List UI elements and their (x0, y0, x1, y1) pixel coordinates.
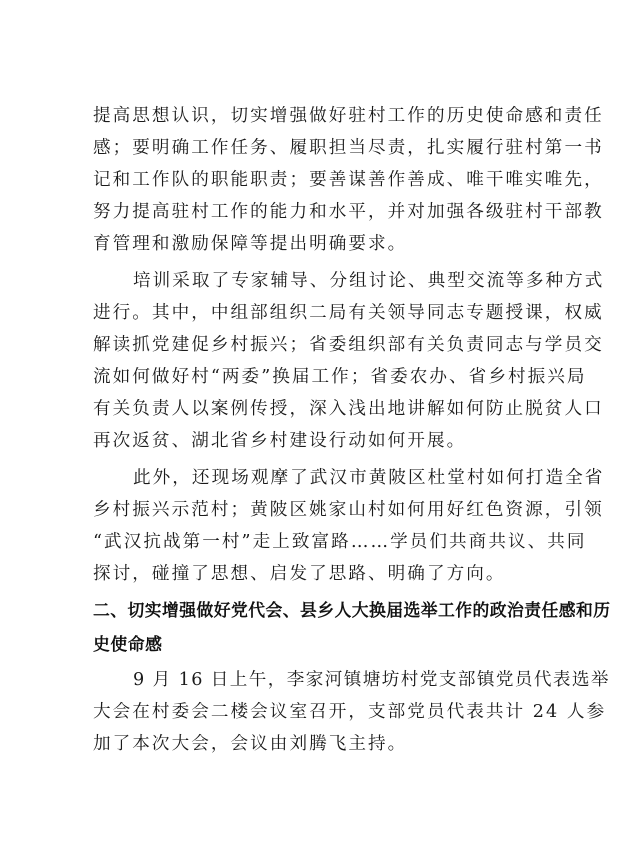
section-heading-line-1: 二、切实增强做好党代会、县乡人大换届选举工作的政治责任感和历 (93, 600, 611, 620)
paragraph-1-line-1: 提高思想认识，切实增强做好驻村工作的历史使命感和责任 (93, 106, 604, 126)
paragraph-3-line-3: “武汉抗战第一村”走上致富路……学员们共商共议、共同 (93, 532, 587, 552)
section-heading-line-2: 史使命感 (93, 634, 163, 654)
paragraph-2-line-4: 流如何做好村“两委”换届工作；省委农办、省乡村振兴局 (93, 367, 587, 387)
closing-paragraph-line-1: 9 月 16 日上午，李家河镇塘坊村党支部镇党员代表选举 (133, 670, 610, 690)
paragraph-1-line-2: 感；要明确工作任务、履职担当尽责，扎实履行驻村第一书 (93, 138, 604, 158)
paragraph-2-line-2: 进行。其中，中组部组织二局有关领导同志专题授课，权威 (93, 303, 604, 323)
paragraph-1-line-5: 育管理和激励保障等提出明确要求。 (93, 234, 408, 254)
paragraph-2-line-1: 培训采取了专家辅导、分组讨论、典型交流等多种方式 (133, 271, 605, 291)
closing-paragraph-line-2: 大会在村委会二楼会议室召开，支部党员代表共计 24 人参 (93, 702, 607, 722)
closing-paragraph-line-3: 加了本次大会，会议由刘腾飞主持。 (93, 734, 408, 754)
paragraph-2-line-5: 有关负责人以案例传授，深入浅出地讲解如何防止脱贫人口 (93, 399, 604, 419)
paragraph-3-line-1: 此外，还现场观摩了武汉市黄陂区杜堂村如何打造全省 (133, 468, 605, 488)
paragraph-3-line-2: 乡村振兴示范村；黄陂区姚家山村如何用好红色资源，引领 (93, 500, 604, 520)
paragraph-3-line-4: 探讨，碰撞了思想、启发了思路、明确了方向。 (93, 564, 506, 584)
paragraph-1-line-4: 努力提高驻村工作的能力和水平，并对加强各级驻村干部教 (93, 202, 604, 222)
paragraph-2-line-6: 再次返贫、湖北省乡村建设行动如何开展。 (93, 431, 467, 451)
paragraph-1-line-3: 记和工作队的职能职责；要善谋善作善成、唯干唯实唯先， (93, 170, 604, 190)
paragraph-2-line-3: 解读抓党建促乡村振兴；省委组织部有关负责同志与学员交 (93, 335, 604, 355)
